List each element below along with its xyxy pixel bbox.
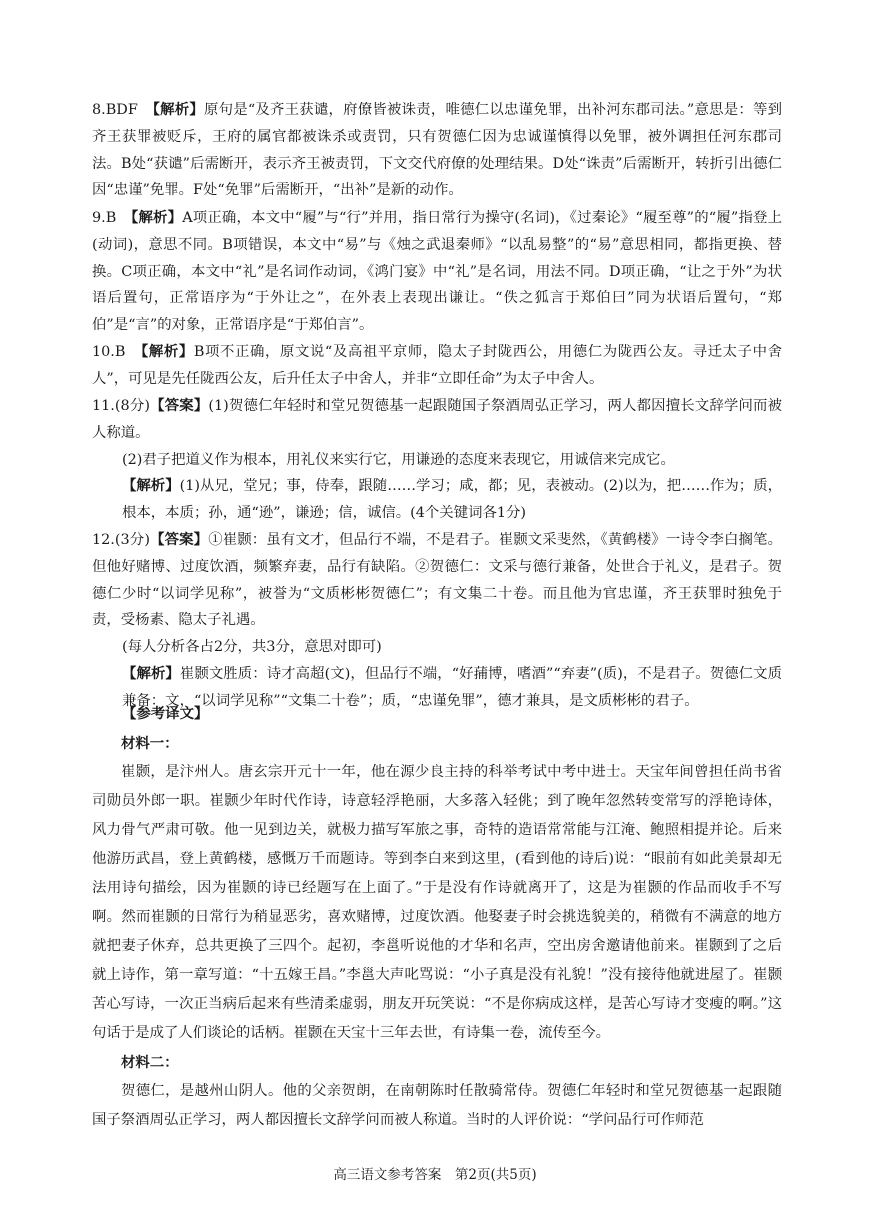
q11-tag-2: 【解析】 <box>122 477 180 495</box>
reference-heading: 【参考译文】 <box>122 705 209 722</box>
q12-answer <box>92 527 782 634</box>
q12-tag: 【答案】 <box>149 531 209 548</box>
q11-number: 11.(8分) <box>92 398 150 414</box>
q9-tag: 【解析】 <box>131 209 183 226</box>
q10-paragraph <box>92 339 782 393</box>
q8-paragraph <box>92 97 782 204</box>
q10-text: B项不正确，原文说“及高祖平京师，隐太子封陇西公，用德仁为陇西公友。寻迁太子中舍人”，可见是先任陇西公友，后升任太子中舍人，并非“立即任命”为太子中舍人。 <box>92 344 782 387</box>
material-2-text: 贺德仁，是越州山阴人。他的父亲贺朗，在南朝陈时任散骑常侍。贺德仁年轻时和堂兄贺德基一起跟随国子祭酒周弘正学习，两人都因擅长文辞学问而被人称道。当时的人评价说：“学问品行可作师范 <box>92 1082 782 1128</box>
q9-text: A项正确，本文中“履”与“行”并用，指日常行为操守(名词)，《过秦论》“履至尊”的“履”指登上(动词)，意思不同。B项错误，本文中“易”与《烛之武退秦师》“以乱易整”的“易”意思相同，都指更换、替换。C项正确，本文中“礼”是名词作动词，《鸿门宴》中“礼”是名词，用法不同。D项正确，“让之于外”为状语后置句，正常语序为“于外让之”，在外表上表现出谦让。“佚之狐言于郑伯曰”同为状语后置句，“郑伯”是“言”的对象，正常语序是“于郑伯言”。 <box>92 210 782 334</box>
q10-tag: 【解析】 <box>141 343 194 360</box>
material-2-title: 材料二： <box>121 1053 179 1071</box>
q12-number: 12.(3分) <box>92 532 150 548</box>
q12-scoring-note: (每人分析各占2分，共3分，意思对即可) <box>122 639 382 656</box>
question-9 <box>92 205 782 339</box>
q12-explanation-text: 崔颢文胜质：诗才高超(文)，但品行不端，“好蒱博，嗜酒”“弃妻”(质)，不是君子。贺德仁文质兼备：文，“以词学见称”“文集二十卷”；质，“忠谨免罪”，德才兼具，是文质彬彬的君子。 <box>122 665 782 709</box>
material-1-text: 崔颢，是汴州人。唐玄宗开元十一年，他在源少良主持的科举考试中考中进士。天宝年间曾担任尚书省司勋员外郎一职。崔颢少年时代作诗，诗意轻浮艳丽，大多落入轻佻；到了晚年忽然转变常写的浮艳诗体，风力骨气严肃可敬。他一见到边关，就极力描写军旅之事，奇特的造语常常能与江淹、鲍照相提并论。后来他游历武昌，登上黄鹤楼，感慨万千而题诗。等到李白来到这里，(看到他的诗后)说：“眼前有如此美景却无法用诗句描绘，因为崔颢的诗已经题写在上面了。”于是没有作诗就离开了，这是为崔颢的作品而收手不写啊。然而崔颢的日常行为稍显恶劣，喜欢赌博，过度饮酒。他娶妻子时会挑选貌美的，稍微有不满意的地方就把妻子休弃，总共更换了三四个。起初，李邕听说他的才华和名声，空出房舍邀请他前来。崔颢到了之后就上诗作，第一章写道：“十五嫁王昌。”李邕大声叱骂说：“小子真是没有礼貌！”没有接待他就进屋了。崔颢苦心写诗，一次正当病后起来有些清柔虚弱，朋友开玩笑说：“不是你病成这样，是苦心写诗才变瘦的啊。”这句话于是成了人们谈论的话柄。崔颢在天宝十三年去世，有诗集一卷，流传至今。 <box>92 763 782 1041</box>
question-8 <box>92 97 782 204</box>
q10-number: 10.B <box>92 344 126 360</box>
q8-text: 原句是“及齐王获谴，府僚皆被诛责，唯德仁以忠谨免罪，出补河东郡司法。”意思是：等到齐王获罪被贬斥，王府的属官都被诛杀或责罚，只有贺德仁因为忠诚谨慎得以免罪，被外调担任河东郡司法。B处“获谴”后需断开，表示齐王被责罚，下文交代府僚的处理结果。D处“诛责”后需断开，转折引出德仁因“忠谨”免罪。F处“免罪”后需断开，“出补”是新的动作。 <box>92 102 782 199</box>
q11-answer-2: (2)君子把道义作为根本，用礼仪来实行它，用谦逊的态度来表现它，用诚信来完成它。 <box>122 451 675 468</box>
q11-explanation-text: (1)从兄，堂兄；事，侍奉，跟随……学习；咸，都；见，表被动。(2)以为，把……作为；质，根本，本质；孙，通“逊”，谦逊；信，诚信。(4个关键词各1分) <box>122 478 782 522</box>
question-12 <box>92 527 782 715</box>
q11-tag: 【答案】 <box>150 397 209 414</box>
material-1-title: 材料一： <box>121 734 179 752</box>
q11-answer-1 <box>92 393 782 447</box>
q8-tag: 【解析】 <box>152 101 204 118</box>
q8-number: 8.BDF <box>92 102 138 118</box>
page-footer: 高三语文参考答案 第2页(共5页) <box>333 1167 537 1183</box>
q9-paragraph <box>92 205 782 339</box>
question-11 <box>92 393 782 527</box>
question-10 <box>92 339 782 393</box>
q12-answer-text: ①崔颢：虽有文才，但品行不端，不是君子。崔颢文采斐然，《黄鹤楼》一诗令李白搁笔。但他好赌博、过度饮酒，频繁弃妻，品行有缺陷。②贺德仁：文采与德行兼备，处世合于礼义，是君子。贺德仁少时“以词学见称”，被誉为“文质彬彬贺德仁”；有文集二十卷。而且他为官忠谨，齐王获罪时独免于责，受杨素、隐太子礼遇。 <box>92 532 782 629</box>
q11-answer-1-text: (1)贺德仁年轻时和堂兄贺德基一起跟随国子祭酒周弘正学习，两人都因擅长文辞学问而被人称道。 <box>92 398 782 441</box>
q9-number: 9.B <box>92 210 117 226</box>
q11-explanation <box>92 473 782 527</box>
q12-tag-2: 【解析】 <box>122 664 180 682</box>
reference-translation <box>92 701 782 1135</box>
